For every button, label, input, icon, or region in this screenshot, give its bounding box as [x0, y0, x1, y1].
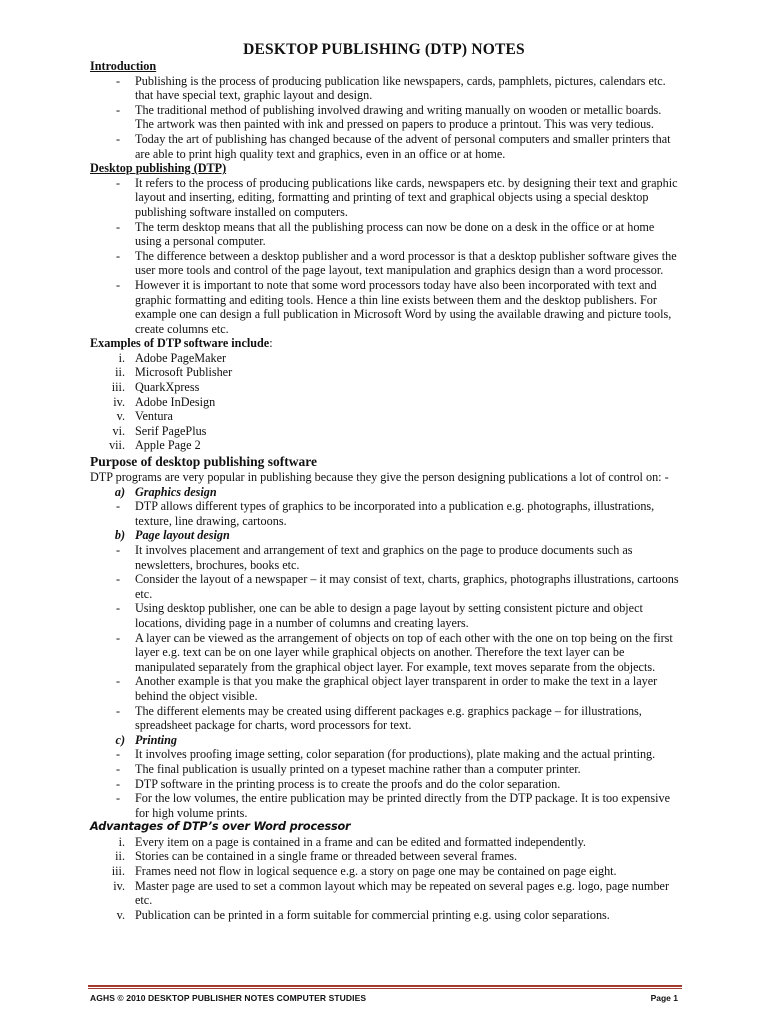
- advantage-item-marker: iii.: [111, 864, 125, 879]
- bullet-dash: -: [115, 674, 120, 689]
- examples-heading-line: [90, 336, 680, 351]
- advantage-item-text: Every item on a page is contained in a frame and can be edited and formatted independently.: [135, 834, 586, 849]
- bullet-dash: -: [115, 572, 120, 587]
- bullet-dash: -: [115, 791, 120, 806]
- example-item-marker: v.: [116, 409, 125, 424]
- examples-list: [90, 351, 680, 453]
- intro-item: [90, 74, 680, 103]
- purpose-item: [90, 631, 680, 675]
- purpose-item-text: It involves proofing image setting, color separation (for productions), plate making and the actual printing.: [135, 747, 656, 762]
- purpose-heading: Purpose of desktop publishing software: [90, 454, 318, 470]
- purpose-item: [90, 499, 680, 528]
- bullet-dash: -: [115, 277, 120, 292]
- dtp-heading: Desktop publishing (DTP): [90, 161, 227, 176]
- advantage-item-marker: ii.: [115, 849, 125, 864]
- purpose-section-list: [90, 543, 680, 733]
- example-item-text: QuarkXpress: [135, 380, 200, 395]
- advantage-item: [90, 864, 680, 879]
- purpose-item-text: For the low volumes, the entire publication may be printed directly from the DTP package. It is too expensive for high volume prints.: [135, 791, 670, 820]
- advantages-list: [90, 835, 680, 923]
- intro-item-text: Today the art of publishing has changed because of the advent of personal computers and smaller printers that are able to print high quality text and graphics, even in an office or at home.: [135, 131, 671, 161]
- advantage-item-text: Stories can be contained in a single frame or threaded between several frames.: [135, 849, 518, 864]
- purpose-subheading-title: Graphics design: [135, 484, 217, 499]
- advantage-item: [90, 908, 680, 923]
- bullet-dash: -: [115, 248, 120, 263]
- advantage-item-marker: v.: [116, 907, 125, 922]
- purpose-item: [90, 777, 680, 792]
- purpose-item: [90, 674, 680, 703]
- example-item: [90, 438, 680, 453]
- bullet-dash: -: [115, 601, 120, 616]
- document-body: [90, 59, 680, 922]
- purpose-item: [90, 601, 680, 630]
- example-item-marker: iii.: [111, 380, 125, 395]
- purpose-section-list: [90, 499, 680, 528]
- intro-item: [90, 132, 680, 161]
- footer-rule: [88, 985, 682, 987]
- purpose-subheading-marker: b): [114, 528, 125, 543]
- purpose-subheading: [90, 528, 680, 543]
- purpose-item: [90, 791, 680, 820]
- purpose-item: [90, 543, 680, 572]
- advantage-item: [90, 835, 680, 850]
- footer-rule-thin: [88, 988, 682, 989]
- purpose-item-text: A layer can be viewed as the arrangement of objects on top of each other with the one on top being on the first layer e.g. text can be on one layer while graphical objects on another. Therefore the text layer can be manipulated separately from the graphical object layer. For example, text moves separate from the objects.: [135, 630, 673, 674]
- advantage-item-text: Frames need not flow in logical sequence e.g. a story on page one may be contained on page eight.: [135, 864, 617, 879]
- example-item-text: Microsoft Publisher: [135, 365, 233, 380]
- footer-text: AGHS © 2010 DESKTOP PUBLISHER NOTES COMPUTER STUDIES: [90, 993, 367, 1003]
- dtp-list: [90, 176, 680, 337]
- example-item-marker: vii.: [109, 438, 125, 453]
- dtp-item: [90, 220, 680, 249]
- bullet-dash: -: [115, 499, 120, 514]
- advantage-item: [90, 849, 680, 864]
- bullet-dash: -: [115, 747, 120, 762]
- dtp-item-text: It refers to the process of producing publications like cards, newspapers etc. by designing their text and graphic layout and inserting, editing, formatting and printing of text and graphical objects using a special desktop publishing software installed on computers.: [135, 175, 678, 219]
- bullet-dash: -: [115, 102, 120, 117]
- advantages-heading: Advantages of DTP’s over Word processor: [90, 820, 351, 834]
- intro-item-text: The traditional method of publishing involved drawing and writing manually on wooden or metallic boards. The artwork was then painted with ink and pressed on papers to produce a printout. This was very tedious.: [135, 102, 662, 132]
- bullet-dash: -: [115, 219, 120, 234]
- example-item-text: Ventura: [135, 409, 173, 424]
- example-item: [90, 351, 680, 366]
- examples-heading-colon: :: [269, 336, 273, 351]
- example-item-marker: i.: [118, 350, 125, 365]
- dtp-item: [90, 249, 680, 278]
- bullet-dash: -: [115, 175, 120, 190]
- purpose-subheading-title: Page layout design: [135, 528, 230, 543]
- purpose-item-text: DTP allows different types of graphics to be incorporated into a publication e.g. photographs, illustrations, texture, line drawing, cartoons.: [135, 499, 655, 528]
- dtp-item: [90, 176, 680, 220]
- purpose-intro: DTP programs are very popular in publishing because they give the person designing publications a lot of control on: -: [90, 470, 669, 485]
- purpose-sections: [90, 485, 680, 821]
- example-item: [90, 409, 680, 424]
- bullet-dash: -: [115, 703, 120, 718]
- example-item: [90, 365, 680, 380]
- example-item-text: Serif PagePlus: [135, 423, 207, 438]
- purpose-item-text: DTP software in the printing process is to create the proofs and do the color separation.: [135, 776, 561, 791]
- purpose-item: [90, 704, 680, 733]
- bullet-dash: -: [115, 630, 120, 645]
- purpose-item-text: The final publication is usually printed on a typeset machine rather than a computer printer.: [135, 761, 581, 776]
- intro-list: [90, 74, 680, 162]
- purpose-item-text: Using desktop publisher, one can be able to design a page layout by setting consistent picture and object locations, dividing page in a number of columns and creating layers.: [135, 601, 643, 630]
- bullet-dash: -: [115, 761, 120, 776]
- example-item: [90, 380, 680, 395]
- purpose-subheading: [90, 733, 680, 748]
- page-number: Page 1: [650, 993, 678, 1003]
- advantage-item: [90, 879, 680, 908]
- bullet-dash: -: [115, 131, 120, 146]
- purpose-item: [90, 572, 680, 601]
- intro-item: [90, 103, 680, 132]
- intro-heading: Introduction: [90, 59, 157, 73]
- purpose-subheading: [90, 485, 680, 500]
- example-item-text: Adobe InDesign: [135, 394, 216, 409]
- advantage-item-marker: iv.: [113, 878, 125, 893]
- example-item-marker: ii.: [115, 365, 125, 380]
- purpose-section-list: [90, 747, 680, 820]
- example-item-text: Apple Page 2: [135, 438, 201, 453]
- dtp-item-text: However it is important to note that some word processors today have also been incorporated with text and graphic formatting and editing tools. Hence a thin line exists between them and the desktop publishers. For example one can design a full publication in Microsoft Word by using the available drawing and picture tools, create columns etc.: [135, 277, 672, 336]
- purpose-subheading-marker: a): [114, 484, 125, 499]
- purpose-item: [90, 747, 680, 762]
- advantage-item-text: Publication can be printed in a form suitable for commercial printing e.g. using color separations.: [135, 907, 610, 922]
- example-item: [90, 424, 680, 439]
- example-item: [90, 395, 680, 410]
- purpose-subheading-marker: c): [115, 732, 125, 747]
- bullet-dash: -: [115, 543, 120, 557]
- page-title: DESKTOP PUBLISHING (DTP) NOTES: [243, 41, 525, 58]
- purpose-item-text: Another example is that you make the graphical object layer transparent in order to make the text in a layer behind the object visible.: [135, 674, 658, 703]
- advantage-item-text: Master page are used to set a common layout which may be repeated on several pages e.g. logo, page number etc.: [135, 878, 670, 908]
- advantage-item-marker: i.: [118, 834, 125, 849]
- dtp-item: [90, 278, 680, 336]
- example-item-text: Adobe PageMaker: [135, 350, 227, 365]
- bullet-dash: -: [115, 73, 120, 88]
- purpose-item: [90, 762, 680, 777]
- purpose-item-text: It involves placement and arrangement of text and graphics on the page to produce documents such as newsletters, brochures, books etc.: [135, 543, 633, 572]
- examples-heading: Examples of DTP software include: [90, 336, 270, 351]
- example-item-marker: vi.: [112, 423, 125, 438]
- purpose-subheading-title: Printing: [135, 732, 177, 747]
- bullet-dash: -: [115, 776, 120, 791]
- purpose-item-text: Consider the layout of a newspaper – it may consist of text, charts, graphics, photographs illustrations, cartoons etc.: [135, 572, 679, 601]
- dtp-item-text: The difference between a desktop publisher and a word processor is that a desktop publisher software gives the user more tools and control of the page layout, text manipulation and graphics design than a word processor.: [135, 248, 677, 278]
- dtp-item-text: The term desktop means that all the publishing process can now be done on a desk in the office or at home using a personal computer.: [135, 219, 655, 249]
- example-item-marker: iv.: [113, 394, 125, 409]
- intro-item-text: Publishing is the process of producing publication like newspapers, cards, pamphlets, pictures, calendars etc. that have special text, graphic layout and design.: [135, 73, 666, 103]
- purpose-item-text: The different elements may be created using different packages e.g. graphics package – for illustrations, spreadsheet package for charts, word processors for text.: [135, 703, 642, 733]
